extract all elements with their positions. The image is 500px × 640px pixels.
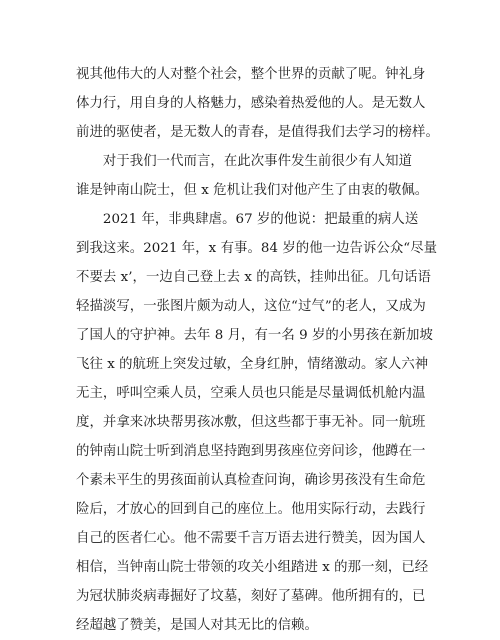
text-line: 无主，呼叫空乘人员，空乘人员也只能是尽量调低机舱内温 [76,386,426,401]
document-page [76,60,439,640]
text-line: 到我这来。2021 年，x 有事。84 岁的他一边告诉公众“尽量 [76,241,438,256]
text-line: 度，并拿来冰块帮男孩冰敷，但这些都于事无补。同一航班 [76,415,426,430]
text-line: 飞往 x 的航班上突发过敏，全身红肿，情绪激动。家人六神 [76,357,429,372]
text-line: 视其他伟大的人对整个社会，整个世界的贡献了呢。钟礼身 [76,67,426,82]
text-line: 自己的医者仁心。他不需要千言万语去进行赞美，因为国人 [76,531,426,546]
text-line: 前进的驱使者，是无数人的青春，是值得我们去学习的榜样。 [76,125,439,140]
text-line: 轻描淡写，一张图片颇为动人，这位“过气”的老人，又成为 [76,299,426,314]
text-line: 的钟南山院士听到消息坚持跑到男孩座位旁问诊，他蹲在一 [76,444,426,459]
text-line: 了国人的守护神。去年 8 月，有一名 9 岁的小男孩在新加坡 [76,328,433,343]
text-line: 谁是钟南山院士，但 x 危机让我们对他产生了由衷的敬佩。 [76,183,429,198]
text-line: 2021 年，非典肆虐。67 岁的他说：把最重的病人送 [76,212,419,227]
text-line: 为冠状肺炎病毒掘好了坟墓，刻好了墓碑。他所拥有的，已 [76,589,426,604]
text-line: 个素未平生的男孩面前认真检查问询，确诊男孩没有生命危 [76,473,426,488]
text-line: 经超越了赞美，是国人对其无比的信赖。 [76,618,318,633]
text-line: 对于我们一代而言，在此次事件发生前很少有人知道 [76,154,413,169]
text-line: 相信，当钟南山院士带领的攻关小组踏进 x 的那一刻，已经 [76,560,429,575]
text-line: 不要去 x’，一边自己登上去 x 的高铁，挂帅出征。几句话语 [76,270,432,285]
text-line: 体力行，用自身的人格魅力，感染着热爱他的人。是无数人 [76,96,426,111]
text-line: 险后，才放心的回到自己的座位上。他用实际行动，去践行 [76,502,426,517]
